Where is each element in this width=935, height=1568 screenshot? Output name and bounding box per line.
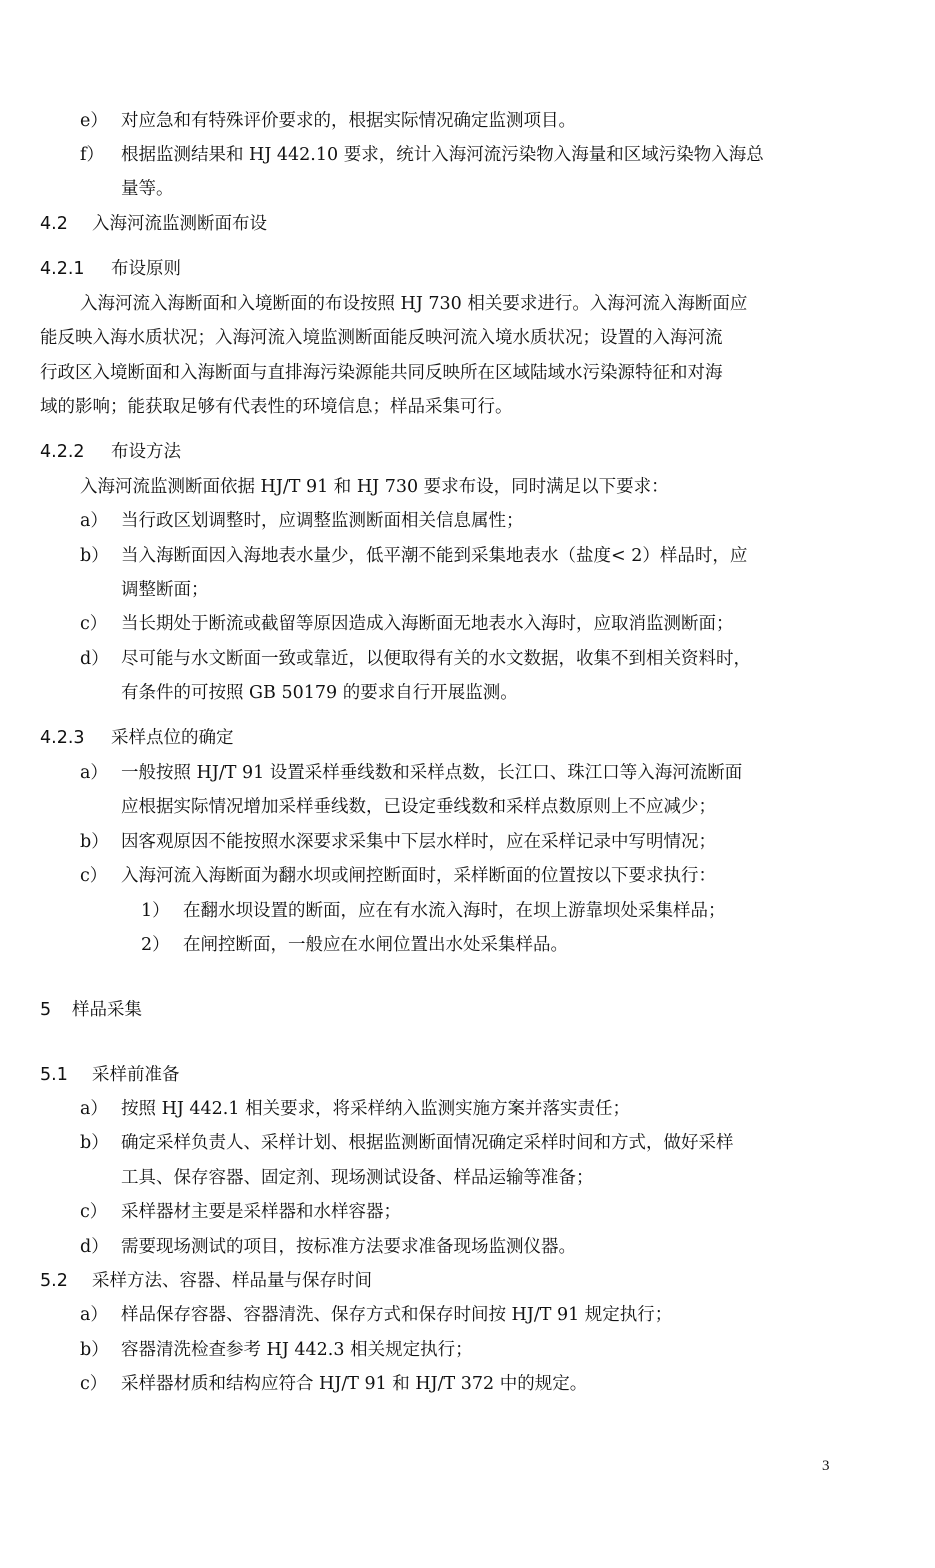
list-marker: a） bbox=[80, 763, 108, 783]
list-marker: c） bbox=[80, 1202, 108, 1222]
list-marker: c） bbox=[80, 614, 108, 634]
section-title: 样品采集 bbox=[72, 1000, 142, 1020]
section-title: 入海河流监测断面布设 bbox=[92, 214, 267, 234]
paragraph-line: 入海河流入海断面和入境断面的布设按照 HJ 730 相关要求进行。入海河流入海断面应 bbox=[80, 294, 748, 314]
list-marker: a） bbox=[80, 1099, 108, 1119]
section-title: 采样点位的确定 bbox=[111, 728, 234, 748]
list-marker: a） bbox=[80, 1305, 108, 1325]
list-marker: b） bbox=[80, 1340, 109, 1360]
list-text: 需要现场测试的项目，按标准方法要求准备现场监测仪器。 bbox=[121, 1237, 576, 1257]
section-number: 5.2 bbox=[40, 1271, 68, 1291]
list-marker: b） bbox=[80, 1133, 109, 1153]
paragraph-line: 行政区入境断面和入海断面与直排海污染源能共同反映所在区域陆域水污染源特征和对海 bbox=[40, 363, 723, 383]
section-number: 5.1 bbox=[40, 1065, 68, 1085]
list-text: 在闸控断面，一般应在水闸位置出水处采集样品。 bbox=[183, 935, 568, 955]
list-text: 因客观原因不能按照水深要求采集中下层水样时，应在采样记录中写明情况； bbox=[121, 832, 716, 852]
list-marker: 1） bbox=[141, 901, 170, 921]
paragraph-line: 能反映入海水质状况；入海河流入境监测断面能反映河流入境水质状况；设置的入海河流 bbox=[40, 328, 723, 348]
list-text: 有条件的可按照 GB 50179 的要求自行开展监测。 bbox=[121, 683, 518, 703]
list-text: 当长期处于断流或截留等原因造成入海断面无地表水入海时，应取消监测断面； bbox=[121, 614, 734, 634]
list-marker: b） bbox=[80, 546, 109, 566]
page-number: 3 bbox=[822, 1458, 830, 1474]
list-text: 当行政区划调整时，应调整监测断面相关信息属性； bbox=[121, 511, 524, 531]
section-title: 采样前准备 bbox=[92, 1065, 180, 1085]
list-text: 采样器材主要是采样器和水样容器； bbox=[121, 1202, 401, 1222]
section-number: 5 bbox=[40, 1000, 52, 1020]
list-text: 当入海断面因入海地表水量少，低平潮不能到采集地表水（盐度< 2）样品时，应 bbox=[121, 546, 748, 566]
list-text: 容器清洗检查参考 HJ 442.3 相关规定执行； bbox=[121, 1340, 473, 1360]
list-text: 样品保存容器、容器清洗、保存方式和保存时间按 HJ/T 91 规定执行； bbox=[121, 1305, 673, 1325]
list-marker: f） bbox=[80, 145, 104, 165]
list-text: 一般按照 HJ/T 91 设置采样垂线数和采样点数，长江口、珠江口等入海河流断面 bbox=[121, 763, 743, 783]
section-number: 4.2.1 bbox=[40, 259, 85, 279]
section-number: 4.2 bbox=[40, 214, 68, 234]
list-text: 尽可能与水文断面一致或靠近，以便取得有关的水文数据，收集不到相关资料时， bbox=[121, 649, 751, 669]
list-marker: d） bbox=[80, 649, 109, 669]
list-text: 采样器材质和结构应符合 HJ/T 91 和 HJ/T 372 中的规定。 bbox=[121, 1374, 588, 1394]
list-marker: d） bbox=[80, 1237, 109, 1257]
section-number: 4.2.2 bbox=[40, 442, 85, 462]
section-title: 布设方法 bbox=[111, 442, 181, 462]
list-text: 入海河流入海断面为翻水坝或闸控断面时，采样断面的位置按以下要求执行： bbox=[121, 866, 716, 886]
list-marker: 2） bbox=[141, 935, 170, 955]
list-text: 在翻水坝设置的断面，应在有水流入海时，在坝上游靠坝处采集样品； bbox=[183, 901, 726, 921]
section-number: 4.2.3 bbox=[40, 728, 85, 748]
list-marker: c） bbox=[80, 866, 108, 886]
section-title: 采样方法、容器、样品量与保存时间 bbox=[92, 1271, 372, 1291]
paragraph-line: 域的影响；能获取足够有代表性的环境信息；样品采集可行。 bbox=[40, 397, 513, 417]
list-text: 对应急和有特殊评价要求的，根据实际情况确定监测项目。 bbox=[121, 111, 576, 131]
list-text: 量等。 bbox=[121, 179, 174, 199]
list-marker: e） bbox=[80, 111, 108, 131]
list-text: 应根据实际情况增加采样垂线数，已设定垂线数和采样点数原则上不应减少； bbox=[121, 797, 716, 817]
section-title: 布设原则 bbox=[111, 259, 181, 279]
paragraph-line: 入海河流监测断面依据 HJ/T 91 和 HJ 730 要求布设，同时满足以下要求： bbox=[80, 477, 669, 497]
list-text: 工具、保存容器、固定剂、现场测试设备、样品运输等准备； bbox=[121, 1168, 594, 1188]
list-text: 按照 HJ 442.1 相关要求，将采样纳入监测实施方案并落实责任； bbox=[121, 1099, 631, 1119]
list-text: 根据监测结果和 HJ 442.10 要求，统计入海河流污染物入海量和区域污染物入海总 bbox=[121, 145, 764, 165]
list-marker: c） bbox=[80, 1374, 108, 1394]
list-text: 调整断面； bbox=[121, 580, 209, 600]
list-text: 确定采样负责人、采样计划、根据监测断面情况确定采样时间和方式，做好采样 bbox=[121, 1133, 734, 1153]
list-marker: b） bbox=[80, 832, 109, 852]
list-marker: a） bbox=[80, 511, 108, 531]
